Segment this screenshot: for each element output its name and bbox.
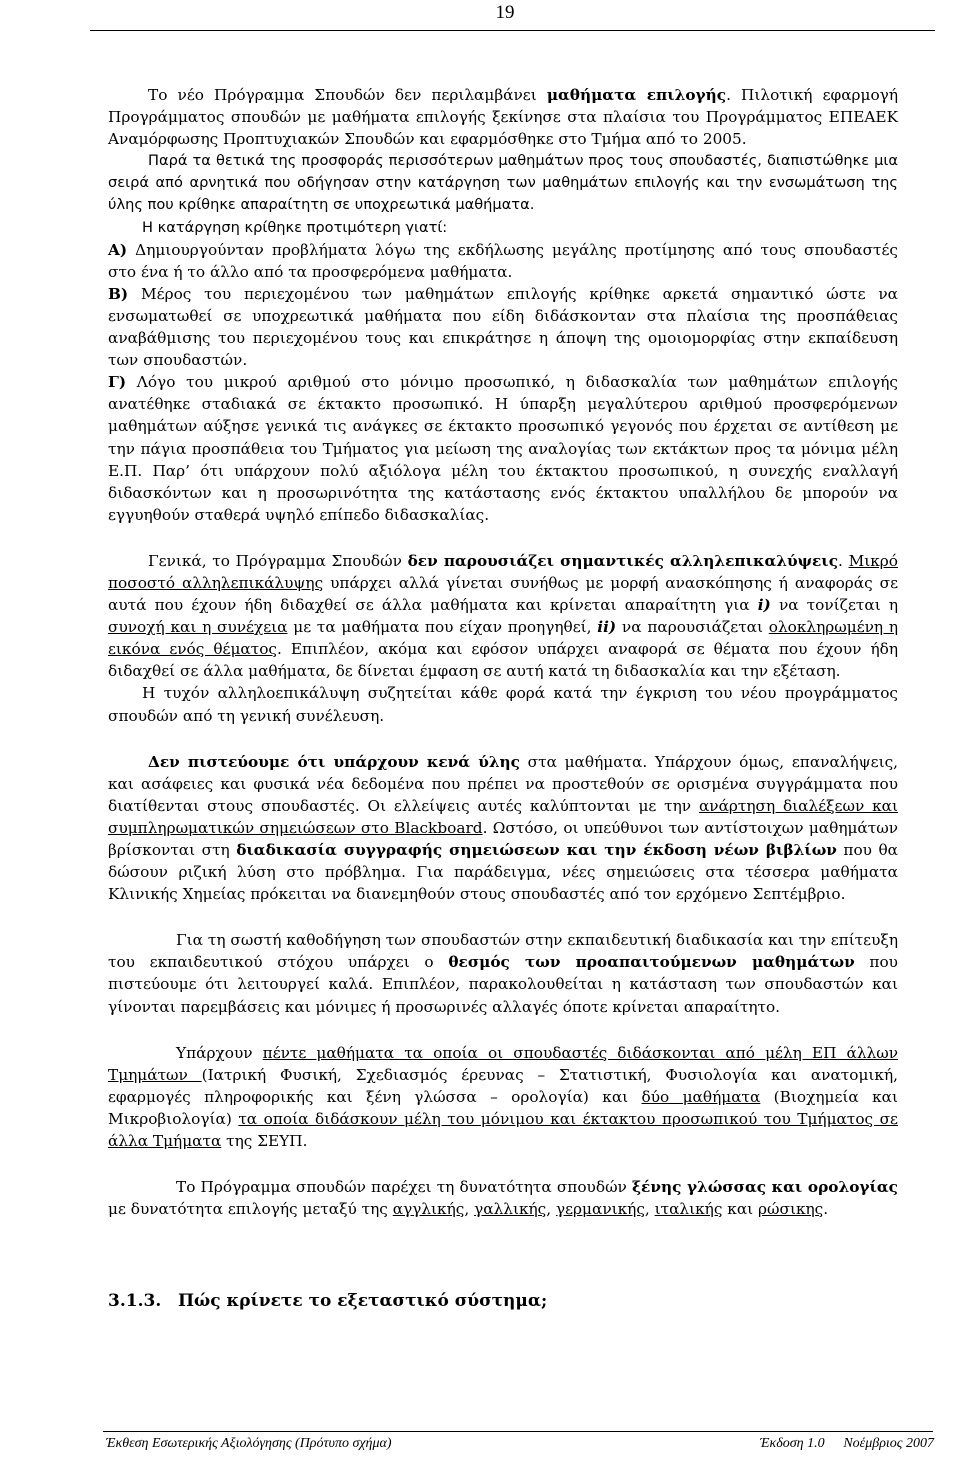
list-marker: ii) bbox=[597, 618, 617, 637]
text: Το νέο Πρόγραμμα Σπουδών δεν περιλαμβάνει bbox=[148, 86, 547, 104]
reason-label: Γ) bbox=[108, 373, 127, 392]
underlined-text: συνοχή και η συνέχεια bbox=[108, 618, 288, 637]
document-body bbox=[108, 84, 898, 1312]
language-german: γερμανικής bbox=[555, 1200, 645, 1219]
text: να παρουσιάζεται bbox=[616, 618, 769, 637]
section-title: Πώς κρίνετε το εξεταστικό σύστημα; bbox=[178, 1291, 548, 1312]
bold-text: Δεν πιστεύουμε ότι υπάρχουν κενά ύλης bbox=[148, 752, 520, 771]
text: Γενικά, το Πρόγραμμα Σπουδών bbox=[148, 551, 408, 570]
text: (Ιατρική Φυσική, Σχεδιασμός έρευνας – Στατιστική, Φυσιολογία και ανατομική, εφαρμογές πληροφορικής και ξένη γλώσσα – ορολογία) και bbox=[108, 1065, 898, 1106]
paragraph-overlaps bbox=[108, 550, 898, 683]
text: . bbox=[838, 551, 849, 570]
footer-date: Νοέμβριος 2007 bbox=[843, 1436, 934, 1451]
bold-text: δεν παρουσιάζει σημαντικές αλληλεπικαλύψεις bbox=[407, 551, 839, 570]
footer-rule bbox=[103, 1431, 933, 1432]
paragraph-other-departments bbox=[108, 1042, 898, 1152]
paragraph-overlap-review: Η τυχόν αλληλοεπικάλυψη συζητείται κάθε φορά κατά την έγκριση του νέου προγράμματος σπουδών από τη γενική συνέλευση. bbox=[108, 684, 898, 725]
text: που πιστεύουμε ότι λειτουργεί καλά. Επιπλέον, παρακολουθείται η κατάσταση των σπουδαστών και γίνονται παρεμβάσεις και μόνιμες ή προσωρινές αλλαγές όποτε κρίνεται απαραίτητο. bbox=[108, 953, 898, 1016]
language-english: αγγλικής bbox=[392, 1200, 465, 1219]
paragraph-foreign-languages: Το Πρόγραμμα σπουδών παρέχει τη δυνατότητα σπουδών ξένης γλώσσας και ορολογίας με δυνατότητα επιλογής μεταξύ της αγγλικής, γαλλικής, γερμανικής, ιταλικής και ρώσικης. bbox=[108, 1178, 898, 1219]
bold-text: θεσμός των προαπαιτούμενων μαθημάτων bbox=[448, 953, 855, 972]
reason-label: Β) bbox=[108, 284, 129, 303]
text: . Επιπλέον, ακόμα και εφόσον υπάρχει αναφορά σε θέματα που έχουν ήδη διδαχθεί σε άλλα μαθήματα, δε δίνεται έμφαση σε αυτή κατά τη διδασκαλία και την εξέταση. bbox=[108, 640, 898, 681]
language-french: γαλλικής bbox=[474, 1200, 547, 1219]
text: στα μαθήματα. Υπάρχουν όμως, επαναλήψεις, και ασάφειες και φυσικά νέα δεδομένα που πρέπει να προστεθούν σε ορισμένα συγγράμματα που διατίθενται στους σπουδαστές. Οι ελλείψεις αυτές καλύπτονται με την bbox=[108, 752, 898, 815]
underlined-text: τα οποία διδάσκουν μέλη του μόνιμου και έκτακτου προσωπικού του Τμήματος σε άλλα Τμήματα bbox=[108, 1109, 898, 1151]
reason-c bbox=[108, 371, 898, 526]
text: . Πιλοτική εφαρμογή Προγράμματος σπουδών με μαθήματα επιλογής ξεκίνησε στα πλαίσια του Προγράμματος ΕΠΕΑΕΚ Αναμόρφωσης Προπτυχιακών Σπουδών και εφαρμόσθηκε στο Τμήμα από το 2005. bbox=[108, 86, 898, 149]
reason-text: Δημιουργούνταν προβλήματα λόγω της εκδήλωσης μεγάλης προτίμησης από τους σπουδαστές στο ένα ή το άλλο από τα προσφερόμενα μαθήματα. bbox=[108, 240, 898, 281]
underlined-text: πέντε μαθήματα τα οποία οι σπουδαστές διδάσκονται από μέλη ΕΠ άλλων Τμημάτων bbox=[108, 1043, 898, 1084]
reason-b bbox=[108, 283, 898, 371]
footer-version: Έκδοση 1.0 bbox=[760, 1436, 825, 1451]
section-heading bbox=[108, 1290, 898, 1312]
footer-document-title: Έκθεση Εσωτερικής Αξιολόγησης (Πρότυπο σχήμα) bbox=[106, 1436, 392, 1451]
text: (Βιοχημεία και Μικροβιολογία) bbox=[108, 1087, 898, 1128]
text: με τα μαθήματα που είχαν προηγηθεί, bbox=[287, 618, 598, 637]
reason-text: Μέρος του περιεχομένου των μαθημάτων επιλογής κρίθηκε αρκετά σημαντικό ώστε να ενσωματωθεί σε υποχρεωτικά μαθήματα που είδη διδάσκονταν στα πλαίσια της προσπάθειας αναβάθμισης του περιεχομένου τους και επικράτησε η άποψη της ομοιομορφίας στην εκπαίδευση των σπουδαστών. bbox=[108, 284, 898, 370]
text: Υπάρχουν bbox=[176, 1043, 263, 1062]
text: Το Πρόγραμμα σπουδών παρέχει τη δυνατότητα σπουδών bbox=[176, 1178, 632, 1197]
underlined-text: ανάρτηση διαλέξεων και συμπληρωματικών σημειώσεων στο Blackboard bbox=[108, 796, 898, 837]
paragraph-elective-courses bbox=[108, 84, 898, 150]
language-russian: ρώσικης bbox=[758, 1200, 824, 1219]
bold-text: μαθήματα επιλογής bbox=[546, 86, 727, 104]
paragraph-content-gaps bbox=[108, 751, 898, 906]
underlined-text: ολοκληρωμένη η εικόνα ενός θέματος bbox=[108, 618, 899, 659]
paragraph-prerequisites bbox=[108, 929, 898, 1017]
text: Για τη σωστή καθοδήγηση των σπουδαστών στην εκπαιδευτική διαδικασία και την επίτευξη του εκπαιδευτικού στόχου υπάρχει ο bbox=[108, 931, 898, 972]
bold-text: ξένης γλώσσας και ορολογίας bbox=[631, 1178, 898, 1197]
reason-text: Λόγο του μικρού αριθμού στο μόνιμο προσωπικό, η διδασκαλία των μαθημάτων επιλογής ανατέθηκε σταδιακά σε έκτακτο προσωπικό. Η ύπαρξη μεγαλύτερου αριθμού προσφερόμενων μαθημάτων αύξησε γενικά τις ανάγκες σε έκτακτο προσωπικό γεγονός που έρχεται σε αντίθεση με την πάγια προσπάθεια του Τμήματος για μείωση της αναλογίας των εκτάκτων προς τα μόνιμα μέλη Ε.Π. Παρ’ ότι υπάρχουν πολύ αξιόλογα μέλη του έκτακτου προσωπικού, η συνεχής εναλλαγή διδασκόντων και η προσωρινότητα της κατάστασης ενός έκτακτου υπαλλήλου δε μπορούν να εγγυηθούν σταθερά υψηλό επίπεδο διδασκαλίας. bbox=[108, 373, 898, 524]
language-italian: ιταλικής bbox=[654, 1200, 723, 1219]
reason-label: Α) bbox=[108, 240, 128, 259]
section-number: 3.1.3. bbox=[108, 1291, 162, 1312]
text: που θα δώσουν ριζική λύση στο πρόβλημα. Για παράδειγμα, νέες σημειώσεις στα τέσσερα μαθήματα Κλινικής Χημείας πρόκειται να διανεμηθούν στους σπουδαστές από τον ερχόμενο Σεπτέμβριο. bbox=[108, 841, 898, 904]
underlined-text: δύο μαθήματα bbox=[641, 1087, 761, 1106]
paragraph-negatives: Παρά τα θετικά της προσφοράς περισσότερων μαθημάτων προς τους σπουδαστές, διαπιστώθηκε μια σειρά από αρνητικά που οδήγησαν στην κατάργηση των μαθημάτων επιλογής και την ενσωμάτωση της ύλης που κρίθηκε απαραίτητη σε υποχρεωτικά μαθήματα. bbox=[108, 152, 898, 214]
text: να τονίζεται η bbox=[770, 596, 898, 615]
text: με δυνατότητα επιλογής μεταξύ της bbox=[108, 1200, 393, 1219]
paragraph-abolition-reason: Η κατάργηση κρίθηκε προτιμότερη γιατί: bbox=[142, 218, 448, 236]
list-marker: i) bbox=[757, 596, 771, 615]
text: υπάρχει αλλά γίνεται συνήθως με μορφή ανασκόπησης ή αναφοράς σε αυτά που έχουν ήδη διδαχθεί σε άλλα μαθήματα και κρίνεται απαραίτητη για bbox=[108, 573, 898, 615]
text: . Ωστόσο, οι υπεύθυνοι των αντίστοιχων μαθημάτων βρίσκονται στη bbox=[108, 818, 898, 859]
header-rule bbox=[90, 30, 935, 31]
underlined-text: Μικρό ποσοστό αλληλεπικάλυψης bbox=[108, 551, 898, 592]
text: της ΣΕΥΠ. bbox=[221, 1132, 308, 1151]
bold-text: διαδικασία συγγραφής σημειώσεων και την έκδοση νέων βιβλίων bbox=[236, 841, 837, 859]
page-number: 19 bbox=[495, 2, 515, 23]
reason-a bbox=[108, 239, 898, 283]
